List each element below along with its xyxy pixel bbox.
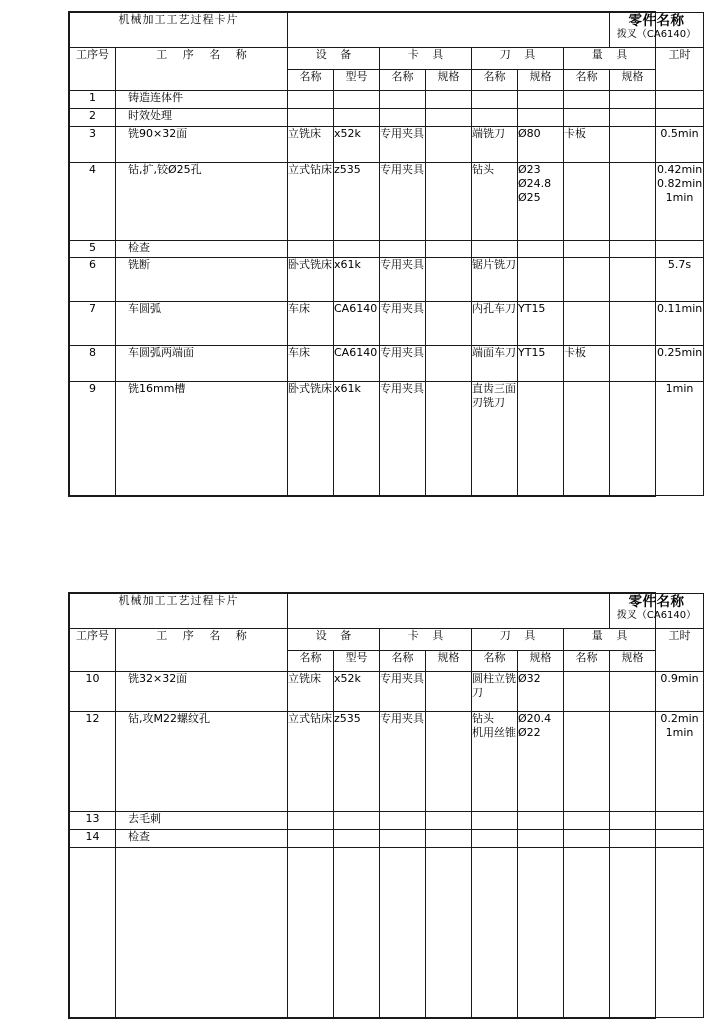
col-header-time: 工时 (656, 48, 704, 91)
table-row[interactable] (70, 382, 704, 496)
table-row[interactable] (70, 127, 704, 163)
cell-seq: 9 (70, 382, 116, 496)
col-group-cutter: 刀 具 (472, 48, 564, 70)
cell-process-name: 钻,扩,铰Ø25孔 (116, 163, 288, 241)
cell-cutter-name (472, 812, 518, 830)
cell-fixture-name (380, 91, 426, 109)
cell-cutter-name: 端铣刀 (472, 127, 518, 163)
cell-fixture-spec (426, 382, 472, 496)
col-subheader-equip-name: 名称 (288, 70, 334, 91)
cell-gauge-spec (610, 91, 656, 109)
col-group-fixture: 卡 具 (380, 629, 472, 651)
col-group-equipment: 设 备 (288, 48, 380, 70)
cell-gauge-spec (610, 258, 656, 302)
col-group-gauge: 量 具 (564, 629, 656, 651)
part-name-value: 拨叉（CA6140） (616, 610, 697, 622)
table-row[interactable] (70, 672, 704, 712)
cell-seq: 4 (70, 163, 116, 241)
cell-fixture-name: 专用夹具 (380, 672, 426, 712)
col-subheader-fixture-name: 名称 (380, 651, 426, 672)
cell-process-name: 检查 (116, 241, 288, 258)
cell-time (656, 241, 704, 258)
cell-time: 0.42min 0.82min 1min (656, 163, 704, 241)
cell-gauge-name (564, 672, 610, 712)
cell-process-name: 检查 (116, 830, 288, 848)
cell-gauge-name (564, 91, 610, 109)
cell-fixture-spec (426, 163, 472, 241)
col-header-time: 工时 (656, 629, 704, 672)
process-card-2 (68, 592, 699, 1019)
col-subheader-equip-name: 名称 (288, 651, 334, 672)
sheet-title: 机械加工工艺过程卡片 (70, 594, 288, 629)
cell-fixture-name (380, 109, 426, 127)
col-subheader-fixture-spec: 规格 (426, 70, 472, 91)
cell-cutter-name: 钻头 (472, 163, 518, 241)
col-subheader-cutter-spec: 规格 (518, 70, 564, 91)
cell-fixture-name: 专用夹具 (380, 163, 426, 241)
cell-fixture-name: 专用夹具 (380, 127, 426, 163)
cell-equip-model (334, 241, 380, 258)
cell-cutter-name (472, 830, 518, 848)
cell-fixture-spec (426, 109, 472, 127)
table-row[interactable] (70, 830, 704, 848)
table-row[interactable] (70, 346, 704, 382)
table-row[interactable] (70, 109, 704, 127)
cell-gauge-name: 卡板 (564, 127, 610, 163)
cell-cutter-name (472, 109, 518, 127)
cell-gauge-spec (610, 672, 656, 712)
cell-gauge-name (564, 830, 610, 848)
cell-time: 1min (656, 382, 704, 496)
cell-equip-name: 立铣床 (288, 672, 334, 712)
cell-fixture-name (380, 241, 426, 258)
cell-cutter-spec (518, 258, 564, 302)
cell-fixture-spec (426, 830, 472, 848)
cell-cutter-name: 端面车刀 (472, 346, 518, 382)
process-sheet-table (69, 593, 704, 1018)
col-subheader-gauge-name: 名称 (564, 651, 610, 672)
cell-time: 0.2min 1min (656, 712, 704, 812)
cell-time (656, 812, 704, 830)
table-row[interactable] (70, 241, 704, 258)
cell-time (656, 830, 704, 848)
col-subheader-equip-model: 型号 (334, 651, 380, 672)
cell-equip-model: z535 (334, 712, 380, 812)
col-subheader-cutter-spec: 规格 (518, 651, 564, 672)
part-name-block (610, 13, 704, 48)
cell-equip-model (334, 91, 380, 109)
cell-time: 0.11min (656, 302, 704, 346)
cell-cutter-name: 钻头 机用丝锥 (472, 712, 518, 812)
part-name-label: 零件名称 (628, 13, 685, 29)
cell-cutter-spec (518, 812, 564, 830)
col-header-process-name: 工 序 名 称 (116, 629, 288, 672)
cell-equip-name (288, 109, 334, 127)
cell-cutter-spec: YT15 (518, 346, 564, 382)
cell-gauge-name (564, 812, 610, 830)
cell-empty (610, 848, 656, 1018)
cell-gauge-spec (610, 346, 656, 382)
cell-cutter-name (472, 91, 518, 109)
cell-seq: 6 (70, 258, 116, 302)
cell-cutter-spec (518, 109, 564, 127)
table-row-filler (70, 848, 704, 1018)
cell-cutter-spec (518, 241, 564, 258)
cell-fixture-name (380, 812, 426, 830)
cell-time: 0.5min (656, 127, 704, 163)
cell-fixture-name: 专用夹具 (380, 346, 426, 382)
cell-fixture-name: 专用夹具 (380, 712, 426, 812)
title-row (70, 13, 704, 48)
cell-empty (472, 848, 518, 1018)
cell-fixture-spec (426, 672, 472, 712)
cell-seq: 13 (70, 812, 116, 830)
cell-equip-name: 立铣床 (288, 127, 334, 163)
cell-fixture-name: 专用夹具 (380, 302, 426, 346)
cell-cutter-name: 直齿三面刃铣刀 (472, 382, 518, 496)
cell-equip-model: x52k (334, 672, 380, 712)
table-row[interactable] (70, 91, 704, 109)
cell-gauge-spec (610, 302, 656, 346)
cell-equip-model (334, 812, 380, 830)
cell-process-name: 铣16mm槽 (116, 382, 288, 496)
cell-process-name: 钻,攻M22螺纹孔 (116, 712, 288, 812)
cell-fixture-spec (426, 241, 472, 258)
cell-time (656, 91, 704, 109)
cell-process-name: 铣32×32面 (116, 672, 288, 712)
cell-cutter-spec: Ø80 (518, 127, 564, 163)
cell-empty (564, 848, 610, 1018)
part-name-block (610, 594, 704, 629)
cell-equip-name: 卧式铣床 (288, 382, 334, 496)
process-card-1 (68, 11, 703, 497)
cell-equip-name (288, 830, 334, 848)
cell-cutter-name: 内孔车刀 (472, 302, 518, 346)
cell-empty (334, 848, 380, 1018)
cell-fixture-name: 专用夹具 (380, 382, 426, 496)
table-row[interactable] (70, 302, 704, 346)
cell-empty (426, 848, 472, 1018)
cell-equip-model: CA6140 (334, 346, 380, 382)
cell-seq: 8 (70, 346, 116, 382)
cell-seq: 1 (70, 91, 116, 109)
table-row[interactable] (70, 163, 704, 241)
title-blank-area (288, 594, 610, 629)
part-name-label: 零件名称 (628, 594, 685, 610)
cell-empty (70, 848, 116, 1018)
cell-gauge-spec (610, 109, 656, 127)
cell-fixture-spec (426, 91, 472, 109)
cell-equip-name (288, 812, 334, 830)
cell-time (656, 109, 704, 127)
col-header-seq: 工序号 (70, 629, 116, 672)
cell-equip-model: x61k (334, 258, 380, 302)
cell-process-name: 时效处理 (116, 109, 288, 127)
cell-gauge-name (564, 109, 610, 127)
cell-gauge-spec (610, 382, 656, 496)
cell-gauge-name (564, 712, 610, 812)
cell-seq: 2 (70, 109, 116, 127)
col-subheader-gauge-spec: 规格 (610, 70, 656, 91)
process-sheet-table (69, 12, 704, 496)
cell-time: 0.25min (656, 346, 704, 382)
cell-empty (656, 848, 704, 1018)
cell-gauge-name (564, 258, 610, 302)
cell-process-name: 车圆弧 (116, 302, 288, 346)
col-subheader-cutter-name: 名称 (472, 651, 518, 672)
cell-time: 5.7s (656, 258, 704, 302)
table-row[interactable] (70, 812, 704, 830)
cell-cutter-name (472, 241, 518, 258)
cell-fixture-name: 专用夹具 (380, 258, 426, 302)
cell-fixture-spec (426, 302, 472, 346)
cell-cutter-spec (518, 382, 564, 496)
cell-equip-name: 卧式铣床 (288, 258, 334, 302)
col-header-seq: 工序号 (70, 48, 116, 91)
cell-gauge-name (564, 241, 610, 258)
cell-cutter-spec: Ø32 (518, 672, 564, 712)
cell-fixture-name (380, 830, 426, 848)
cell-seq: 12 (70, 712, 116, 812)
cell-process-name: 铣90×32面 (116, 127, 288, 163)
cell-equip-model (334, 109, 380, 127)
col-subheader-fixture-name: 名称 (380, 70, 426, 91)
cell-equip-name: 立式钻床 (288, 163, 334, 241)
cell-equip-model: x52k (334, 127, 380, 163)
cell-empty (116, 848, 288, 1018)
cell-gauge-spec (610, 163, 656, 241)
title-row (70, 594, 704, 629)
cell-seq: 7 (70, 302, 116, 346)
cell-cutter-name: 锯片铣刀 (472, 258, 518, 302)
cell-fixture-spec (426, 127, 472, 163)
cell-empty (288, 848, 334, 1018)
col-subheader-fixture-spec: 规格 (426, 651, 472, 672)
cell-cutter-spec: Ø23 Ø24.8 Ø25 (518, 163, 564, 241)
table-row[interactable] (70, 258, 704, 302)
cell-equip-name (288, 91, 334, 109)
cell-equip-model (334, 830, 380, 848)
title-blank-area (288, 13, 610, 48)
cell-seq: 5 (70, 241, 116, 258)
cell-gauge-spec (610, 241, 656, 258)
cell-gauge-spec (610, 127, 656, 163)
column-group-row (70, 48, 704, 70)
cell-gauge-name: 卡板 (564, 346, 610, 382)
cell-seq: 3 (70, 127, 116, 163)
cell-fixture-spec (426, 346, 472, 382)
col-group-equipment: 设 备 (288, 629, 380, 651)
cell-cutter-name: 圆柱立铣刀 (472, 672, 518, 712)
cell-process-name: 铣断 (116, 258, 288, 302)
col-group-fixture: 卡 具 (380, 48, 472, 70)
col-subheader-gauge-name: 名称 (564, 70, 610, 91)
part-name-value: 拨叉（CA6140） (616, 29, 697, 41)
col-subheader-gauge-spec: 规格 (610, 651, 656, 672)
cell-process-name: 车圆弧两端面 (116, 346, 288, 382)
cell-gauge-spec (610, 830, 656, 848)
cell-gauge-name (564, 163, 610, 241)
cell-empty (518, 848, 564, 1018)
cell-equip-name (288, 241, 334, 258)
col-group-cutter: 刀 具 (472, 629, 564, 651)
cell-fixture-spec (426, 812, 472, 830)
cell-process-name: 铸造连体件 (116, 91, 288, 109)
cell-cutter-spec: Ø20.4 Ø22 (518, 712, 564, 812)
cell-gauge-name (564, 302, 610, 346)
cell-fixture-spec (426, 712, 472, 812)
col-subheader-equip-model: 型号 (334, 70, 380, 91)
cell-cutter-spec (518, 830, 564, 848)
column-group-row (70, 629, 704, 651)
col-group-gauge: 量 具 (564, 48, 656, 70)
cell-time: 0.9min (656, 672, 704, 712)
cell-equip-name: 车床 (288, 346, 334, 382)
sheet-title: 机械加工工艺过程卡片 (70, 13, 288, 48)
col-subheader-cutter-name: 名称 (472, 70, 518, 91)
cell-equip-model: z535 (334, 163, 380, 241)
cell-gauge-spec (610, 712, 656, 812)
cell-gauge-name (564, 382, 610, 496)
cell-fixture-spec (426, 258, 472, 302)
cell-process-name: 去毛刺 (116, 812, 288, 830)
table-row[interactable] (70, 712, 704, 812)
cell-empty (380, 848, 426, 1018)
cell-equip-model: x61k (334, 382, 380, 496)
cell-cutter-spec: YT15 (518, 302, 564, 346)
cell-equip-name: 车床 (288, 302, 334, 346)
cell-cutter-spec (518, 91, 564, 109)
cell-seq: 10 (70, 672, 116, 712)
col-header-process-name: 工 序 名 称 (116, 48, 288, 91)
cell-seq: 14 (70, 830, 116, 848)
cell-equip-name: 立式钻床 (288, 712, 334, 812)
cell-equip-model: CA6140 (334, 302, 380, 346)
cell-gauge-spec (610, 812, 656, 830)
